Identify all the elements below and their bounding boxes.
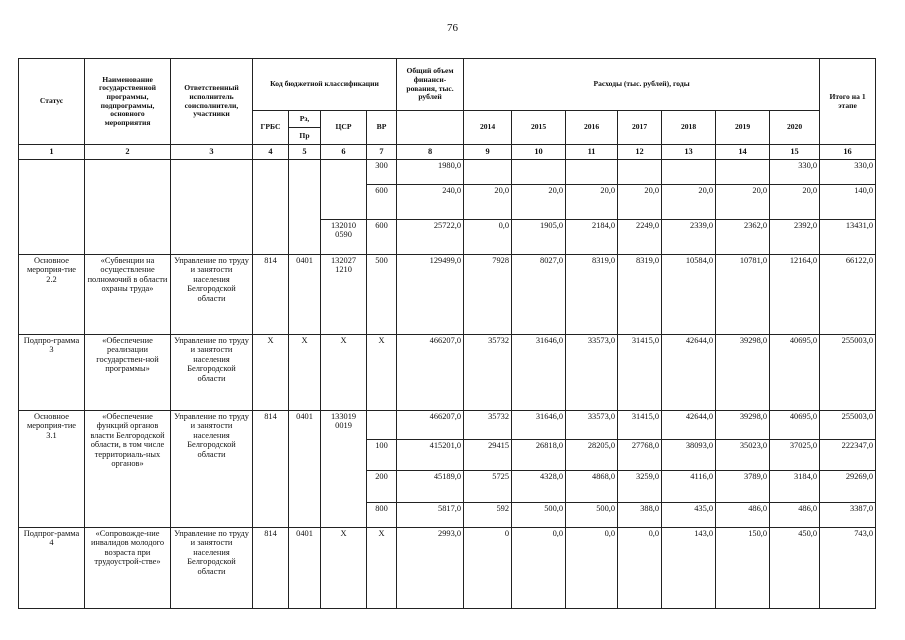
header-budget-code: Код бюджетной классификации bbox=[253, 59, 397, 111]
year-value-cell: 29415 bbox=[464, 440, 512, 471]
header-total-financing: Общий объем финанси-рования, тыс. рублей bbox=[397, 59, 464, 111]
stage-total-cell: 743,0 bbox=[820, 528, 876, 609]
total-financing-cell: 466207,0 bbox=[397, 335, 464, 411]
csr-cell: 133019 0019 bbox=[321, 411, 367, 528]
column-number: 4 bbox=[253, 145, 289, 160]
year-value-cell: 0 bbox=[464, 528, 512, 609]
header-year: 2018 bbox=[662, 111, 716, 145]
year-value-cell: 2184,0 bbox=[566, 220, 618, 255]
year-value-cell: 0,0 bbox=[512, 528, 566, 609]
header-year: 2014 bbox=[464, 111, 512, 145]
year-value-cell bbox=[512, 160, 566, 185]
year-value-cell: 39298,0 bbox=[716, 335, 770, 411]
header-year: 2015 bbox=[512, 111, 566, 145]
year-value-cell: 28205,0 bbox=[566, 440, 618, 471]
column-number: 16 bbox=[820, 145, 876, 160]
year-value-cell: 31646,0 bbox=[512, 411, 566, 440]
year-value-cell: 42644,0 bbox=[662, 411, 716, 440]
grbs-cell: 814 bbox=[253, 255, 289, 335]
year-value-cell: 35732 bbox=[464, 335, 512, 411]
column-number: 9 bbox=[464, 145, 512, 160]
year-value-cell: 10781,0 bbox=[716, 255, 770, 335]
column-number: 10 bbox=[512, 145, 566, 160]
year-value-cell: 42644,0 bbox=[662, 335, 716, 411]
year-value-cell: 8027,0 bbox=[512, 255, 566, 335]
year-value-cell: 450,0 bbox=[770, 528, 820, 609]
total-financing-cell: 415201,0 bbox=[397, 440, 464, 471]
year-value-cell: 20,0 bbox=[566, 185, 618, 220]
vr-cell: 500 bbox=[367, 255, 397, 335]
executor-cell: Управление по труду и занятости населения Белгородской области bbox=[171, 255, 253, 335]
stage-total-cell: 255003,0 bbox=[820, 411, 876, 440]
column-number: 8 bbox=[397, 145, 464, 160]
status-cell: Основное мероприя-тие 2.2 bbox=[19, 255, 85, 335]
year-value-cell: 5725 bbox=[464, 471, 512, 503]
year-value-cell: 150,0 bbox=[716, 528, 770, 609]
table-row bbox=[19, 411, 876, 440]
year-value-cell bbox=[618, 160, 662, 185]
year-value-cell: 435,0 bbox=[662, 503, 716, 528]
year-value-cell bbox=[566, 160, 618, 185]
column-number: 2 bbox=[85, 145, 171, 160]
column-number: 1 bbox=[19, 145, 85, 160]
year-value-cell: 20,0 bbox=[770, 185, 820, 220]
year-value-cell: 388,0 bbox=[618, 503, 662, 528]
year-value-cell: 38093,0 bbox=[662, 440, 716, 471]
year-value-cell: 500,0 bbox=[566, 503, 618, 528]
header-rz: Рз, bbox=[289, 111, 321, 128]
total-financing-cell: 25722,0 bbox=[397, 220, 464, 255]
column-number-row bbox=[19, 145, 876, 160]
year-value-cell: 8319,0 bbox=[566, 255, 618, 335]
total-financing-cell: 240,0 bbox=[397, 185, 464, 220]
total-financing-cell: 129499,0 bbox=[397, 255, 464, 335]
year-value-cell: 39298,0 bbox=[716, 411, 770, 440]
year-value-cell: 8319,0 bbox=[618, 255, 662, 335]
year-value-cell bbox=[662, 160, 716, 185]
column-number: 12 bbox=[618, 145, 662, 160]
year-value-cell: 330,0 bbox=[770, 160, 820, 185]
year-value-cell: 500,0 bbox=[512, 503, 566, 528]
year-value-cell bbox=[716, 160, 770, 185]
year-value-cell: 33573,0 bbox=[566, 411, 618, 440]
rzpr-cell: 0401 bbox=[289, 528, 321, 609]
year-value-cell: 40695,0 bbox=[770, 411, 820, 440]
rzpr-cell: X bbox=[289, 335, 321, 411]
rzpr-cell: 0401 bbox=[289, 411, 321, 528]
name-cell: «Сопровожде-ние инвалидов молодого возраста при трудоустрой-стве» bbox=[85, 528, 171, 609]
year-value-cell: 20,0 bbox=[716, 185, 770, 220]
header-vr: ВР bbox=[367, 111, 397, 145]
stage-total-cell: 330,0 bbox=[820, 160, 876, 185]
year-value-cell: 2249,0 bbox=[618, 220, 662, 255]
year-value-cell: 3184,0 bbox=[770, 471, 820, 503]
year-value-cell: 12164,0 bbox=[770, 255, 820, 335]
vr-cell: 300 bbox=[367, 160, 397, 185]
column-number: 3 bbox=[171, 145, 253, 160]
header-status: Статус bbox=[19, 59, 85, 145]
status-cell: Основное мероприя-тие 3.1 bbox=[19, 411, 85, 528]
year-value-cell: 0,0 bbox=[618, 528, 662, 609]
year-value-cell: 143,0 bbox=[662, 528, 716, 609]
year-value-cell: 37025,0 bbox=[770, 440, 820, 471]
executor-cell: Управление по труду и занятости населения Белгородской области bbox=[171, 335, 253, 411]
year-value-cell: 3789,0 bbox=[716, 471, 770, 503]
table-row bbox=[19, 255, 876, 335]
table-row bbox=[19, 528, 876, 609]
stage-total-cell: 3387,0 bbox=[820, 503, 876, 528]
year-value-cell: 20,0 bbox=[618, 185, 662, 220]
year-value-cell: 20,0 bbox=[464, 185, 512, 220]
header-year: 2016 bbox=[566, 111, 618, 145]
year-value-cell: 20,0 bbox=[662, 185, 716, 220]
column-number: 15 bbox=[770, 145, 820, 160]
grbs-cell: 814 bbox=[253, 528, 289, 609]
year-value-cell: 27768,0 bbox=[618, 440, 662, 471]
year-value-cell bbox=[464, 160, 512, 185]
year-value-cell: 486,0 bbox=[716, 503, 770, 528]
vr-cell: 200 bbox=[367, 471, 397, 503]
grbs-cell: 814 bbox=[253, 411, 289, 528]
year-value-cell: 4116,0 bbox=[662, 471, 716, 503]
year-value-cell: 10584,0 bbox=[662, 255, 716, 335]
year-value-cell: 20,0 bbox=[512, 185, 566, 220]
year-value-cell: 33573,0 bbox=[566, 335, 618, 411]
stage-total-cell: 66122,0 bbox=[820, 255, 876, 335]
name-cell: «Обеспечение реализации государствен-ной программы» bbox=[85, 335, 171, 411]
year-value-cell: 31415,0 bbox=[618, 335, 662, 411]
grbs-cell: X bbox=[253, 335, 289, 411]
year-value-cell: 3259,0 bbox=[618, 471, 662, 503]
header-csr: ЦСР bbox=[321, 111, 367, 145]
stage-total-cell: 255003,0 bbox=[820, 335, 876, 411]
vr-cell: 600 bbox=[367, 220, 397, 255]
stage-total-cell: 29269,0 bbox=[820, 471, 876, 503]
year-value-cell: 40695,0 bbox=[770, 335, 820, 411]
csr-cell: 132027 1210 bbox=[321, 255, 367, 335]
column-number: 7 bbox=[367, 145, 397, 160]
name-cell: «Субвенции на осуществление полномочий в области охраны труда» bbox=[85, 255, 171, 335]
stage-total-cell: 13431,0 bbox=[820, 220, 876, 255]
vr-cell: 600 bbox=[367, 185, 397, 220]
table-row bbox=[19, 335, 876, 411]
total-financing-cell: 1980,0 bbox=[397, 160, 464, 185]
column-number: 11 bbox=[566, 145, 618, 160]
table-row bbox=[19, 160, 876, 185]
year-value-cell: 0,0 bbox=[566, 528, 618, 609]
rzpr-cell: 0401 bbox=[289, 255, 321, 335]
vr-cell: 800 bbox=[367, 503, 397, 528]
year-value-cell: 1905,0 bbox=[512, 220, 566, 255]
year-value-cell: 35023,0 bbox=[716, 440, 770, 471]
vr-cell: X bbox=[367, 528, 397, 609]
year-value-cell: 0,0 bbox=[464, 220, 512, 255]
budget-table bbox=[18, 58, 876, 609]
vr-cell: 100 bbox=[367, 440, 397, 471]
year-value-cell: 2392,0 bbox=[770, 220, 820, 255]
year-value-cell: 7928 bbox=[464, 255, 512, 335]
header-pr: Пр bbox=[289, 128, 321, 145]
header-name: Наименование государственной программы, подпрограммы, основного мероприятия bbox=[85, 59, 171, 145]
year-value-cell: 486,0 bbox=[770, 503, 820, 528]
executor-cell: Управление по труду и занятости населения Белгородской области bbox=[171, 528, 253, 609]
csr-cell: 132010 0590 bbox=[321, 220, 367, 255]
column-number: 5 bbox=[289, 145, 321, 160]
status-cell: Подпро-грамма 3 bbox=[19, 335, 85, 411]
vr-cell bbox=[367, 411, 397, 440]
column-number: 13 bbox=[662, 145, 716, 160]
stage-total-cell: 140,0 bbox=[820, 185, 876, 220]
year-value-cell: 4328,0 bbox=[512, 471, 566, 503]
total-financing-cell: 2993,0 bbox=[397, 528, 464, 609]
header-expenses: Расходы (тыс. рублей), годы bbox=[464, 59, 820, 111]
header-year: 2017 bbox=[618, 111, 662, 145]
vr-cell: X bbox=[367, 335, 397, 411]
year-value-cell: 2362,0 bbox=[716, 220, 770, 255]
name-cell: «Обеспечение функций органов власти Белгородской области, в том числе территориаль-ных органов» bbox=[85, 411, 171, 528]
year-value-cell: 2339,0 bbox=[662, 220, 716, 255]
year-value-cell: 31415,0 bbox=[618, 411, 662, 440]
column-number: 6 bbox=[321, 145, 367, 160]
total-financing-cell: 466207,0 bbox=[397, 411, 464, 440]
header-year: 2019 bbox=[716, 111, 770, 145]
stage-total-cell: 222347,0 bbox=[820, 440, 876, 471]
header-grbs: ГРБС bbox=[253, 111, 289, 145]
year-value-cell: 26818,0 bbox=[512, 440, 566, 471]
csr-cell: X bbox=[321, 528, 367, 609]
header-year: 2020 bbox=[770, 111, 820, 145]
year-value-cell: 35732 bbox=[464, 411, 512, 440]
status-cell: Подпрог-рамма 4 bbox=[19, 528, 85, 609]
header-total-stage: Итого на 1 этапе bbox=[820, 59, 876, 145]
csr-cell: X bbox=[321, 335, 367, 411]
page-number: 76 bbox=[447, 22, 458, 34]
total-financing-cell: 45189,0 bbox=[397, 471, 464, 503]
year-value-cell: 592 bbox=[464, 503, 512, 528]
column-number: 14 bbox=[716, 145, 770, 160]
total-financing-cell: 5817,0 bbox=[397, 503, 464, 528]
executor-cell: Управление по труду и занятости населения Белгородской области bbox=[171, 411, 253, 528]
year-value-cell: 31646,0 bbox=[512, 335, 566, 411]
header-executor: Ответственный исполнитель соисполнители, участники bbox=[171, 59, 253, 145]
year-value-cell: 4868,0 bbox=[566, 471, 618, 503]
